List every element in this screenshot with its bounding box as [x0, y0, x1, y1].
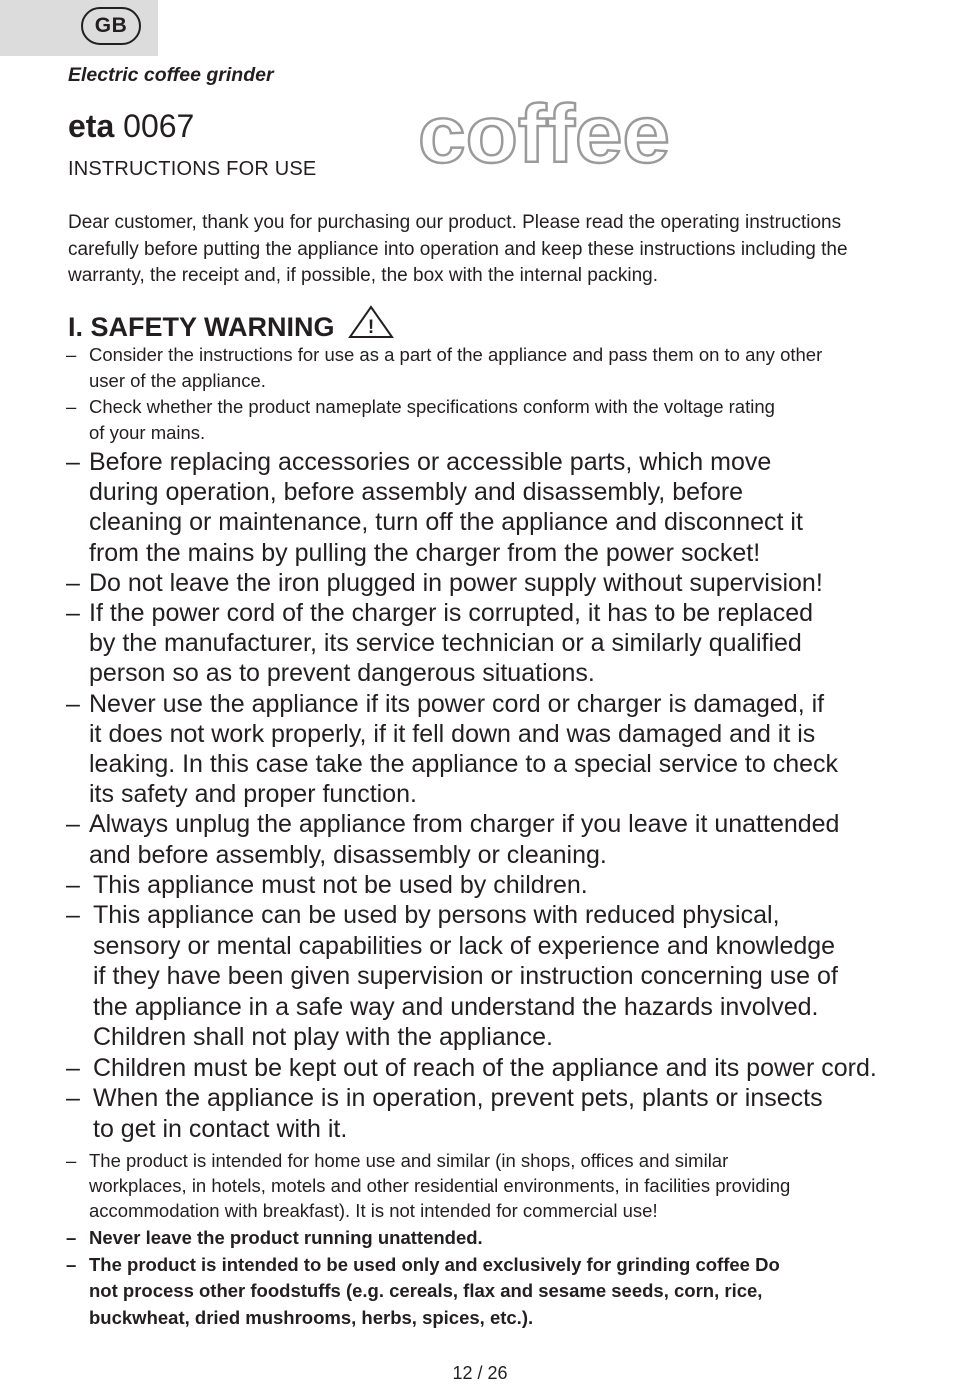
dash-bullet: – — [66, 599, 80, 628]
list-item-line: sensory or mental capabilities or lack of experience and knowledge — [93, 931, 836, 960]
list-item-line: This appliance must not be used by children. — [93, 870, 588, 899]
brand-name: eta — [68, 108, 115, 144]
intro-line: warranty, the receipt and, if possible, the box with the internal packing. — [68, 265, 659, 286]
list-item — [66, 1083, 960, 1144]
model-number: 0067 — [123, 108, 195, 144]
list-item — [66, 447, 960, 568]
list-item-line: This appliance can be used by persons with reduced physical, — [93, 901, 780, 930]
language-tab — [0, 0, 158, 56]
list-item-line: Children must be kept out of reach of the appliance and its power cord. — [93, 1053, 877, 1082]
product-subtitle: Electric coffee grinder — [68, 64, 274, 86]
list-item-line: Never leave the product running unattended. — [89, 1227, 483, 1249]
page-number: 12 / 26 — [452, 1363, 508, 1383]
dash-bullet: – — [66, 448, 80, 476]
dash-bullet: – — [66, 901, 80, 930]
logo-text: coffee — [418, 94, 670, 170]
dash-bullet: – — [66, 1150, 77, 1172]
instructions-heading: INSTRUCTIONS FOR USE — [68, 158, 317, 180]
list-item-line: of your mains. — [89, 422, 206, 443]
section-title: I. SAFETY WARNING — [68, 312, 335, 342]
list-item-line: Never use the appliance if its power cord or charger is damaged, if — [89, 689, 825, 718]
warning-triangle-icon — [347, 304, 395, 340]
section-heading — [68, 307, 395, 347]
dash-bullet: – — [66, 1253, 77, 1275]
list-item-line: person so as to prevent dangerous situations. — [89, 659, 595, 688]
intro-line: carefully before putting the appliance into operation and keep these instructions including the — [68, 238, 848, 260]
list-item-line: Check whether the product nameplate specifications conform with the voltage rating — [89, 396, 775, 417]
list-item — [66, 870, 960, 901]
list-item — [66, 1053, 960, 1084]
list-item-line: Children shall not play with the appliance. — [93, 1023, 553, 1052]
dash-bullet: – — [66, 396, 77, 417]
list-item-line: buckwheat, dried mushrooms, herbs, spices, etc.). — [89, 1306, 534, 1328]
list-item-line: not process other foodstuffs (e.g. cereals, flax and sesame seeds, corn, rice, — [89, 1280, 763, 1302]
list-item-line: The product is intended to be used only and exclusively for grinding coffee Do — [89, 1253, 780, 1275]
intro-paragraph — [68, 210, 952, 290]
model-name — [68, 104, 194, 148]
list-item-line: by the manufacturer, its service technician or a similarly qualified — [89, 629, 802, 658]
language-badge: GB — [81, 7, 141, 45]
list-item-line: from the mains by pulling the charger from the power socket! — [89, 538, 761, 567]
list-item-line: workplaces, in hotels, motels and other residential environments, in facilities providing — [89, 1175, 791, 1197]
list-item-line: The product is intended for home use and similar (in shops, offices and similar — [89, 1150, 729, 1172]
list-item-line: user of the appliance. — [89, 370, 266, 391]
safety-warning-list — [66, 342, 960, 1331]
list-item — [66, 342, 960, 394]
list-item-line: Always unplug the appliance from charger if you leave it unattended — [89, 810, 840, 839]
list-item — [66, 900, 960, 1053]
list-item-line: accommodation with breakfast). It is not intended for commercial use! — [89, 1200, 658, 1222]
coffee-logo — [418, 94, 678, 170]
dash-bullet: – — [66, 344, 77, 365]
list-item-line: the appliance in a safe way and understand the hazards involved. — [93, 992, 819, 1021]
list-item-line: during operation, before assembly and disassembly, before — [89, 478, 744, 507]
dash-bullet: – — [66, 689, 80, 718]
intro-line: Dear customer, thank you for purchasing our product. Please read the operating instructions — [68, 212, 842, 233]
list-item-line: it does not work properly, if it fell down and was damaged and it is — [89, 719, 816, 748]
dash-bullet: – — [66, 810, 80, 839]
list-item-line: if they have been given supervision or instruction concerning use of — [93, 962, 838, 991]
list-item-line: If the power cord of the charger is corrupted, it has to be replaced — [89, 599, 814, 628]
list-item-line: Consider the instructions for use as a part of the appliance and pass them on to any other — [89, 344, 823, 365]
list-item-line: its safety and proper function. — [89, 780, 417, 809]
list-item — [66, 394, 960, 446]
list-item-line: to get in contact with it. — [93, 1114, 348, 1143]
dash-bullet: – — [66, 1084, 80, 1113]
list-item-line: leaking. In this case take the appliance to a special service to check — [89, 750, 839, 779]
list-item — [66, 568, 960, 598]
dash-bullet: – — [66, 1227, 77, 1249]
list-item — [66, 598, 960, 689]
list-item — [66, 1252, 960, 1332]
list-item-line: Do not leave the iron plugged in power supply without supervision! — [89, 568, 823, 597]
dash-bullet: – — [66, 1053, 80, 1082]
list-item — [66, 689, 960, 810]
list-item-line: When the appliance is in operation, prevent pets, plants or insects — [93, 1084, 823, 1113]
svg-text:!: ! — [367, 317, 374, 338]
list-item-line: Before replacing accessories or accessible parts, which move — [89, 448, 772, 476]
dash-bullet: – — [66, 870, 80, 899]
list-item — [66, 809, 960, 869]
list-item-line: and before assembly, disassembly or cleaning. — [89, 840, 607, 869]
list-item-line: cleaning or maintenance, turn off the appliance and disconnect it — [89, 508, 803, 537]
dash-bullet: – — [66, 568, 80, 597]
list-item — [66, 1148, 960, 1223]
list-item — [66, 1225, 960, 1252]
